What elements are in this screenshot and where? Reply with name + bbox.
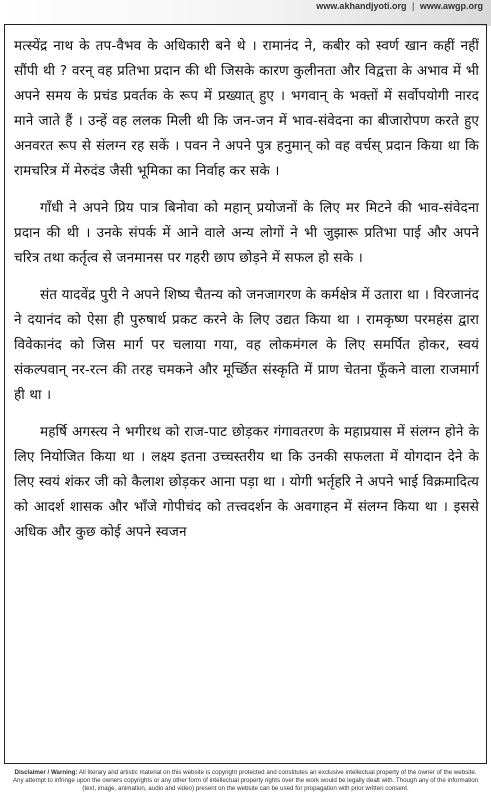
site-header	[0, 0, 491, 26]
link-separator: |	[411, 1, 415, 11]
paragraph-4	[14, 420, 479, 545]
paragraph-1: मत्स्येंद्र नाथ के तप-वैभव के अधिकारी बने थे । रामानंद ने, कबीर को स्वर्ण खान कहीं नहीं सौंपी थी ? वरन् वह प्रतिभा प्रदान की थी जिसके कारण कुलीनता और विद्वत्ता के अभाव में भी अपने समय के प्रचंड प्रवर्तक के रूप में प्रख्यात् हुए । भगवान् के भक्तों में सर्वोपयोगी नारद माने जाते हैं । उन्हें वह ललक मिली थी कि जन-जन में भाव-संवेदना का बीजारोपण करते हुए अनवरत रूप से संलग्न रह सकें । पवन ने अपने पुत्र हनुमान् को वह वर्चस् प्रदान किया था कि रामचरित्र में मेरुदंड जैसी भूमिका का निर्वाह कर सके ।	[14, 38, 479, 179]
akhandjyoti-link[interactable]: www.akhandjyoti.org	[316, 1, 407, 11]
disclaimer-text: All literary and artistic material on this website is copyright protected and constitutes an exclusive intellectual property of the owner of the website. Any attempt to infringe upon the owners copyrights or any other form of intellectual property rights over the work would be legally dealt with. Though any of the information (text, image, animation, audio and video) present on the website can be used for propagation with prior written consent.	[12, 769, 479, 792]
paragraph-2-text: गाँधी ने अपने प्रिय पात्र बिनोवा को महान् प्रयोजनों के लिए मर मिटने की भाव-संवेदना प्रदान की थी । उनके संपर्क में आने वाले अन्य लोगों ने भी जुझारू प्रतिभा पाई और अपने चरित्र तथा कर्तृत्व से जनमानस पर गहरी छाप छोड़ने में सफल हो सके ।	[14, 200, 479, 266]
article-body	[14, 34, 479, 557]
paragraph-3-text: संत यादवेंद्र पुरी ने अपने शिष्य चैतन्य को जनजागरण के कर्मक्षेत्र में उतारा था । विरजानंद ने दयानंद को ऐसा ही पुरुषार्थ प्रकट करने के लिए उद्यत किया था । रामकृष्ण परमहंस द्वारा विवेकानंद को जिस मार्ग पर चलाया गया, वह लोकमंगल के लिए समर्पित होकर, स्वयं संकल्पवान् नर-रत्न की तरह चमकने और मूर्च्छित संस्कृति में प्राण चेतना फूँकने वाला राजमार्ग ही था ।	[14, 287, 479, 403]
paragraph-2	[14, 196, 479, 271]
paragraph-4-text: महर्षि अगस्त्य ने भगीरथ को राज-पाट छोड़कर गंगावतरण के महाप्रयास में संलग्न होने के लिए नियोजित किया था । लक्ष्य इतना उच्चस्तरीय था कि उनकी सफलता में योगदान देने के लिए स्वयं शंकर जी को कैलाश छोड़कर आना पड़ा था । योगी भर्तृहरि ने अपने भाई विक्रमादित्य को आदर्श शासक और भाँजे गोपीचंद को तत्त्वदर्शन के अवगाहन में संलग्न किया था । इससे अधिक और कुछ कोई अपने स्वजन	[14, 424, 479, 540]
paragraph-3	[14, 283, 479, 408]
disclaimer-footer	[10, 769, 481, 793]
disclaimer-label: Disclaimer / Warning:	[14, 769, 78, 776]
header-links	[316, 1, 483, 11]
awgp-link[interactable]: www.awgp.org	[419, 1, 483, 11]
